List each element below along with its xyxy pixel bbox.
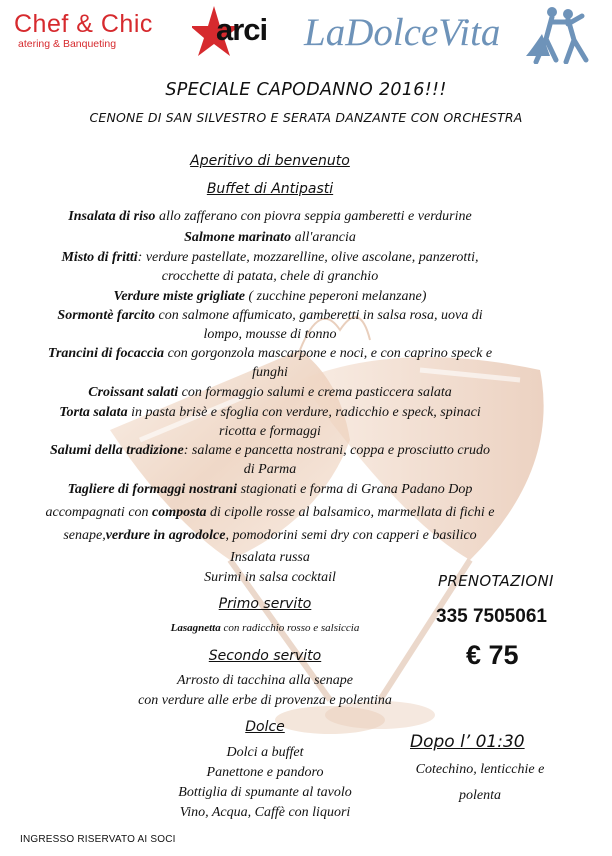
antipasto-line: funghi	[252, 365, 288, 380]
page-subtitle: CENONE DI SAN SILVESTRO E SERATA DANZANTE CON ORCHESTRA	[89, 110, 523, 125]
dopo-heading: Dopo l’ 01:30	[410, 732, 525, 752]
dolce-item: Bottiglia di spumante al tavolo	[178, 785, 352, 800]
aperitivo-heading: Aperitivo di benvenuto	[190, 153, 350, 169]
antipasto-line: Insalata di riso allo zafferano con piovra seppia gamberetti e verdurine	[68, 209, 472, 224]
dopo-item: Cotechino, lenticchie e	[415, 762, 545, 777]
price: € 75	[466, 640, 519, 670]
dolce-item: Vino, Acqua, Caffè con liquori	[179, 805, 351, 820]
antipasto-line: ricotta e formaggi	[219, 424, 321, 439]
dolce-item: Panettone e pandoro	[206, 765, 324, 780]
antipasto-line: Tagliere di formaggi nostrani stagionati e forma di Grana Padano Dop	[67, 482, 473, 497]
dancers-icon	[522, 4, 598, 64]
dolce-heading: Dolce	[245, 719, 285, 735]
antipasto-line: crocchette di patata, chele di granchio	[161, 269, 379, 284]
antipasto-line: Salumi della tradizione: salame e pancetta nostrani, coppa e prosciutto crudo	[49, 443, 491, 458]
booking-label: PRENOTAZIONI	[438, 572, 554, 590]
secondo-item: con verdure alle erbe di provenza e polentina	[138, 693, 392, 708]
chef-logo-main: Chef & Chic	[14, 10, 153, 38]
footer-note: INGRESSO RISERVATO AI SOCI	[20, 834, 176, 845]
antipasto-line: Torta salata in pasta brisè e sfoglia con verdure, radicchio e speck, spinaci	[59, 405, 481, 420]
antipasto-line: di Parma	[243, 462, 297, 477]
antipasto-line: Verdure miste grigliate ( zucchine peperoni melanzane)	[113, 289, 427, 304]
buffet-heading: Buffet di Antipasti	[206, 181, 334, 197]
dolce-logo-text: LaDolceVita	[304, 11, 501, 54]
antipasto-line: Surimi in salsa cocktail	[204, 570, 336, 585]
arci-logo	[192, 4, 290, 58]
secondo-heading: Secondo servito	[208, 648, 322, 664]
antipasto-line: Salmone marinato all'arancia	[184, 230, 356, 245]
arci-logo-text: arci	[216, 12, 268, 47]
page-title: SPECIALE CAPODANNO 2016!!!	[165, 80, 447, 100]
antipasto-line: Insalata russa	[230, 550, 310, 565]
primo-item: Lasagnetta con radicchio rosso e salsiccia	[170, 622, 360, 634]
chef-and-chic-logo	[14, 10, 174, 52]
antipasto-line: Sormontè farcito con salmone affumicato, gamberetti in salsa rosa, uova di	[57, 308, 483, 323]
chef-logo-sub: atering & Banqueting	[18, 38, 117, 50]
antipasto-line: senape,verdure in agrodolce, pomodorini semi dry con capperi e basilico	[63, 528, 477, 543]
antipasto-line: Croissant salati con formaggio salumi e crema pasticcera salata	[88, 385, 452, 400]
la-dolce-vita-logo	[300, 4, 600, 64]
booking-phone: 335 7505061	[436, 606, 547, 627]
antipasto-line: lompo, mousse di tonno	[203, 327, 337, 342]
antipasto-line: Misto di fritti: verdure pastellate, mozzarelline, olive ascolane, panzerotti,	[61, 250, 479, 265]
primo-heading: Primo servito	[218, 596, 312, 612]
secondo-item: Arrosto di tacchina alla senape	[176, 673, 354, 688]
antipasto-line: accompagnati con composta di cipolle rosse al balsamico, marmellata di fichi e	[45, 505, 495, 520]
antipasto-line: Trancini di focaccia con gorgonzola mascarpone e noci, e con caprino speck e	[47, 346, 493, 361]
dopo-item: polenta	[459, 788, 501, 803]
dolce-item: Dolci a buffet	[226, 745, 304, 760]
